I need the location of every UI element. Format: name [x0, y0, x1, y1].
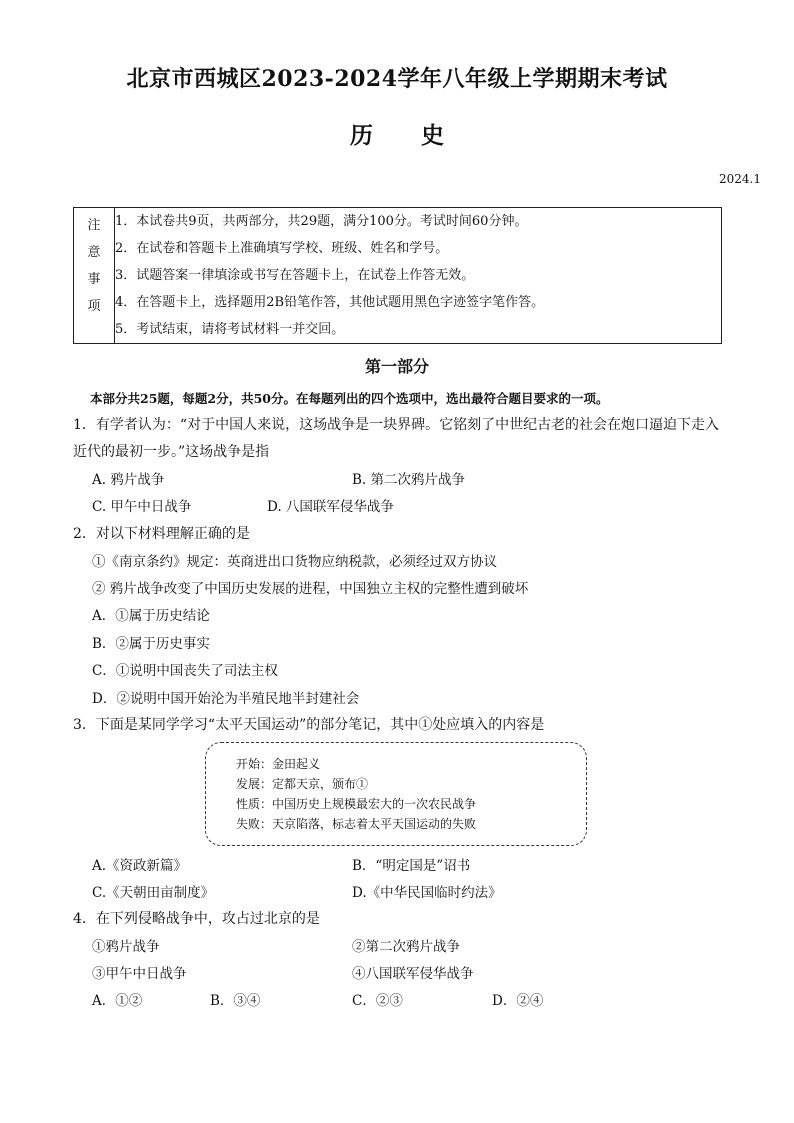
q2-option-b: B．②属于历史事实 [92, 636, 210, 652]
notice-line: 3．试题答案一律填涂或书写在答题卡上，在试卷上作答无效。 [115, 268, 475, 283]
notice-line: 1．本试卷共9页，共两部分，共29题，满分100分。考试时间60分钟。 [115, 214, 528, 229]
q1-option-b: B. 第二次鸦片战争 [352, 472, 466, 488]
q4-option-a: A．①② [92, 993, 143, 1009]
exam-date: 2024.1 [719, 172, 761, 186]
q4-option-d: D．②④ [492, 993, 544, 1009]
notice-line: 4．在答题卡上，选择题用2B铅笔作答，其他试题用黑色字迹签字笔作答。 [115, 295, 545, 310]
notice-label-char: 事 [87, 272, 101, 287]
q2-material-1: ①《南京条约》规定：英商进出口货物应纳税款，必须经过双方协议 [92, 554, 497, 570]
note-line: 发展：定都天京，颁布① [236, 777, 369, 791]
notice-line: 2．在试卷和答题卡上准确填写学校、班级、姓名和学号。 [115, 241, 449, 256]
question-3-stem: 3．下面是某同学学习“太平天国运动”的部分笔记，其中①处应填入的内容是 [73, 717, 545, 733]
exam-title: 北京市西城区2023-2024学年八年级上学期期末考试 [126, 66, 668, 92]
note-line: 性质：中国历史上规模最宏大的一次农民战争 [236, 797, 477, 811]
note-line: 开始：金田起义 [236, 757, 321, 771]
q1-option-d: D. 八国联军侵华战争 [267, 499, 394, 515]
q2-option-d: D．②说明中国开始沦为半殖民地半封建社会 [92, 691, 360, 707]
q4-item-2: ②第二次鸦片战争 [352, 939, 460, 955]
q1-option-c: C. 甲午中日战争 [92, 499, 192, 515]
q4-option-b: B．③④ [210, 993, 261, 1009]
question-2-stem: 2．对以下材料理解正确的是 [73, 526, 250, 542]
notice-body [115, 208, 722, 344]
subject-title: 历史 [350, 122, 492, 149]
notice-label-char: 项 [87, 299, 101, 314]
notice-label-char: 注 [87, 218, 101, 233]
q4-item-3: ③甲午中日战争 [92, 966, 187, 982]
notice-label [74, 208, 115, 344]
question-1-stem: 1．有学者认为：“对于中国人来说，这场战争是一块界碑。它铭刻了中世纪古老的社会在炮口逼迫下走入近代的最初一步。”这场战争是指 [73, 417, 720, 460]
q3-option-b: B．“明定国是”诏书 [352, 858, 471, 874]
part-title: 第一部分 [364, 357, 429, 376]
q4-item-1: ①鸦片战争 [92, 939, 160, 955]
notice-table [73, 207, 722, 344]
question-4-stem: 4．在下列侵略战争中，攻占过北京的是 [73, 911, 320, 927]
q4-item-4: ④八国联军侵华战争 [352, 966, 474, 982]
q1-option-a: A. 鸦片战争 [92, 472, 165, 488]
q4-option-c: C．②③ [352, 993, 403, 1009]
note-line: 失败：天京陷落，标志着太平天国运动的失败 [236, 817, 477, 831]
q2-material-2: ② 鸦片战争改变了中国历史发展的进程，中国独立主权的完整性遭到破坏 [92, 581, 529, 597]
q3-option-d: D.《中华民国临时约法》 [352, 885, 502, 901]
notice-line: 5．考试结束，请将考试材料一并交回。 [115, 322, 345, 337]
q3-option-c: C.《天朝田亩制度》 [92, 885, 215, 901]
q3-option-a: A.《资政新篇》 [92, 858, 188, 874]
part-intro: 本部分共25题，每题2分，共50分。在每题列出的四个选项中，选出最符合题目要求的一项。 [90, 391, 609, 406]
notice-label-char: 意 [87, 245, 101, 260]
q2-option-a: A．①属于历史结论 [92, 608, 210, 624]
q2-option-c: C．①说明中国丧失了司法主权 [92, 663, 278, 679]
